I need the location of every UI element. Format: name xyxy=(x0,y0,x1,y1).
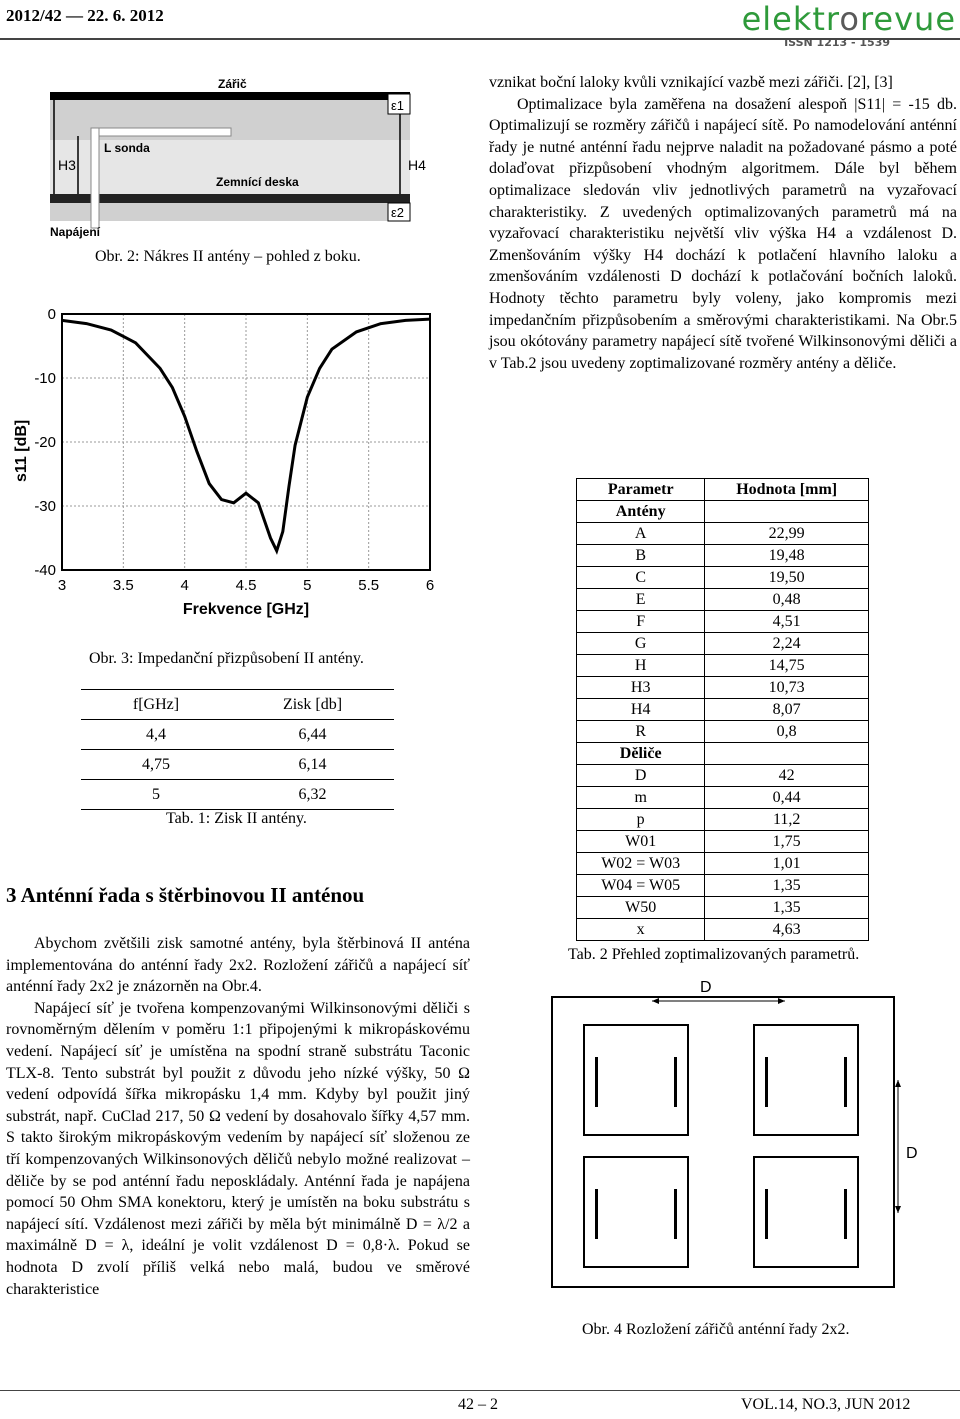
fig4-caption: Obr. 4 Rozložení zářičů anténní řady 2x2. xyxy=(582,1321,850,1338)
epsilon1-label: ε1 xyxy=(391,98,405,113)
probe-label: L sonda xyxy=(104,141,150,155)
ground-label: Zemnící deska xyxy=(216,175,299,189)
table-row: H4 8,07 xyxy=(577,699,869,721)
table-row: 4,75 6,14 xyxy=(81,750,394,780)
issn: ISSN 1213 - 1539 xyxy=(784,36,890,49)
lower-substrate xyxy=(50,203,410,221)
header-rule xyxy=(0,38,960,40)
table-row: p 11,2 xyxy=(577,809,869,831)
radiator-3 xyxy=(584,1157,688,1267)
x-tick-label: 4.5 xyxy=(235,577,257,594)
table-row: W01 1,75 xyxy=(577,831,869,853)
section-row-divider: Děliče xyxy=(577,743,869,765)
footer-rule xyxy=(0,1390,960,1391)
table-row: G 2,24 xyxy=(577,633,869,655)
l-probe-horizontal xyxy=(91,128,231,136)
h3-label: H3 xyxy=(58,157,76,173)
radiator-4 xyxy=(754,1157,858,1267)
x-tick-label: 3.5 xyxy=(112,577,134,594)
spacing-label-top: D xyxy=(700,979,712,996)
chart-grid xyxy=(62,314,430,570)
substrate-outline xyxy=(552,997,894,1287)
radiator-1 xyxy=(584,1025,688,1135)
issue-date: 2012/42 — 22. 6. 2012 xyxy=(6,6,164,25)
table-row: 4,4 6,44 xyxy=(81,720,394,750)
table-row: R 0,8 xyxy=(577,721,869,743)
tab1-caption: Tab. 1: Zisk II antény. xyxy=(166,810,307,827)
y-tick-label: -20 xyxy=(34,434,56,451)
y-tick-label: -30 xyxy=(34,498,56,515)
table-row: 5 6,32 xyxy=(81,780,394,810)
table-row: H 14,75 xyxy=(577,655,869,677)
table-row: W50 1,35 xyxy=(577,897,869,919)
paragraph: Optimalizace byla zaměřena na dosažení alespoň |S11| = -15 db. Optimalizují se rozměry zářičů i napájecí sítě. Po namodelování anténní řady je nutné anténní řadu nejprve naladit na požadované pásmo a poté dolaďovat přizpůsobení vhodným algoritmem. Dále byl během optimalizace sledován vliv jednotlivých parametrů na vyzařovací charakteristiky. Z uvedených optimalizovaných parametrů má na vyzařovací charakteristiku největší vliv výška H4 a vzdálenost D. Zmenšováním výšky H4 dochází k potlačení hlavního laloku a zmenšováním vzdálenosti D dochází k potlačování bočních laloků. Hodnoty těchto parametru byly voleny, jako kompromis mezi impedančním přizpůsobením a směrovými charakteristikami. Na Obr.5 jsou okótovány parametry napájecí sítě tvořené Wilkinsonovými děliči a v Tab.2 jsou uvedeny zoptimalizované rozměry antény a děliče. xyxy=(489,95,957,372)
tab1-header-gain: Zisk [db] xyxy=(231,690,394,720)
tab2-caption: Tab. 2 Přehled zoptimalizovaných parametrů. xyxy=(568,946,860,963)
radiator-strip xyxy=(50,92,410,100)
fig3-caption: Obr. 3: Impedanční přizpůsobení II antény. xyxy=(89,650,364,667)
epsilon2-label: ε2 xyxy=(391,205,405,220)
table-row: W04 = W05 1,35 xyxy=(577,875,869,897)
x-tick-label: 4 xyxy=(180,577,189,594)
section-title: 3 Anténní řada s štěrbinovou II anténou xyxy=(6,883,365,907)
page-number: 42 – 2 xyxy=(458,1396,498,1413)
section-row-antenna: Antény xyxy=(577,501,869,523)
gain-table xyxy=(81,689,394,810)
antenna-array-figure xyxy=(548,975,958,1315)
radiator-2 xyxy=(754,1025,858,1135)
h4-label: H4 xyxy=(408,157,426,173)
chart-ticks xyxy=(34,306,434,594)
x-axis-label: Frekvence [GHz] xyxy=(182,601,310,618)
paragraph: vznikat boční laloky kvůli vznikající vazbě mezi zářiči. [2], [3] xyxy=(489,74,893,91)
radiator-label: Zářič xyxy=(218,77,247,91)
left-column-text xyxy=(6,933,470,1300)
table-row: H3 10,73 xyxy=(577,677,869,699)
antenna-side-view-figure xyxy=(48,74,440,240)
spacing-label-right: D xyxy=(906,1145,918,1162)
x-tick-label: 5.5 xyxy=(358,577,380,594)
table-row: m 0,44 xyxy=(577,787,869,809)
table-header-row: Parametr Hodnota [mm] xyxy=(577,479,869,501)
table-row: x 4,63 xyxy=(577,919,869,941)
table-row: E 0,48 xyxy=(577,589,869,611)
x-tick-label: 3 xyxy=(57,577,67,594)
y-tick-label: -10 xyxy=(34,370,56,387)
paragraph: Abychom zvětšili zisk samotné antény, byla štěrbinová II anténa implementována do anténní řady 2x2. Rozložení zářičů a napájecí síť anténní řady 2x2 je znázorněn na Obr.4. xyxy=(6,935,470,996)
table-row: W02 = W03 1,01 xyxy=(577,853,869,875)
table-row: B 19,48 xyxy=(577,545,869,567)
journal-logo: elektrorevue ISSN 1213 - 1539 xyxy=(741,0,956,49)
ground-plane xyxy=(50,194,410,203)
x-tick-label: 5 xyxy=(303,577,312,594)
parameters-table xyxy=(576,478,869,941)
right-column-text xyxy=(489,72,957,374)
fig2-caption: Obr. 2: Nákres II antény – pohled z boku. xyxy=(95,248,361,265)
y-tick-label: 0 xyxy=(47,306,56,323)
y-tick-label: -40 xyxy=(34,562,56,579)
tab1-header-freq: f[GHz] xyxy=(81,690,231,720)
paragraph: Napájecí síť je tvořena kompenzovanými Wilkinsonovými děliči s rovnoměrným dělením v poměru 1:1 připojenými k mikropáskovému vedení. Napájecí síť je umístěna na spodní straně substrátu Taconic TLX-8. Tento substrát byl použit z důvodu jeho nízké výšky, 50 Ω vedení odpovídá šířka mikropásku 1,4 mm. Kdyby byl použit jiný substrát, např. CuClad 217, 50 Ω vedení by dosahovalo šířky 4,57 mm. S takto širokým mikropáskovým vedením by napájecí síť složenou ze tří kompenzovaných Wilkinsonových děličů nebylo možné realizovat – děliče by se pod anténní řadu neposkládaly. Anténní řada je napájena pomocí 50 Ohm SMA konektoru, který je umístěn na boku substrátu s napájecí sítí. Vzdálenost mezi zářiči by měla být minimálně D = λ/2 a maximálně D = λ, ideální je volit vzdálenost D = 0,8·λ. Pokud se hodnota D zvolí příliš velká nebo malá, budou ve směrové charakteristice xyxy=(6,999,470,1298)
feed-label: Napájení xyxy=(50,225,101,239)
x-tick-label: 6 xyxy=(425,577,435,594)
table-row: A 22,99 xyxy=(577,523,869,545)
l-probe-vertical xyxy=(91,128,99,228)
table-row: D 42 xyxy=(577,765,869,787)
s11-chart xyxy=(4,300,444,622)
volume-info: VOL.14, NO.3, JUN 2012 xyxy=(741,1396,911,1413)
table-row: C 19,50 xyxy=(577,567,869,589)
table-row: F 4,51 xyxy=(577,611,869,633)
y-axis-label: s11 [dB] xyxy=(13,419,30,482)
